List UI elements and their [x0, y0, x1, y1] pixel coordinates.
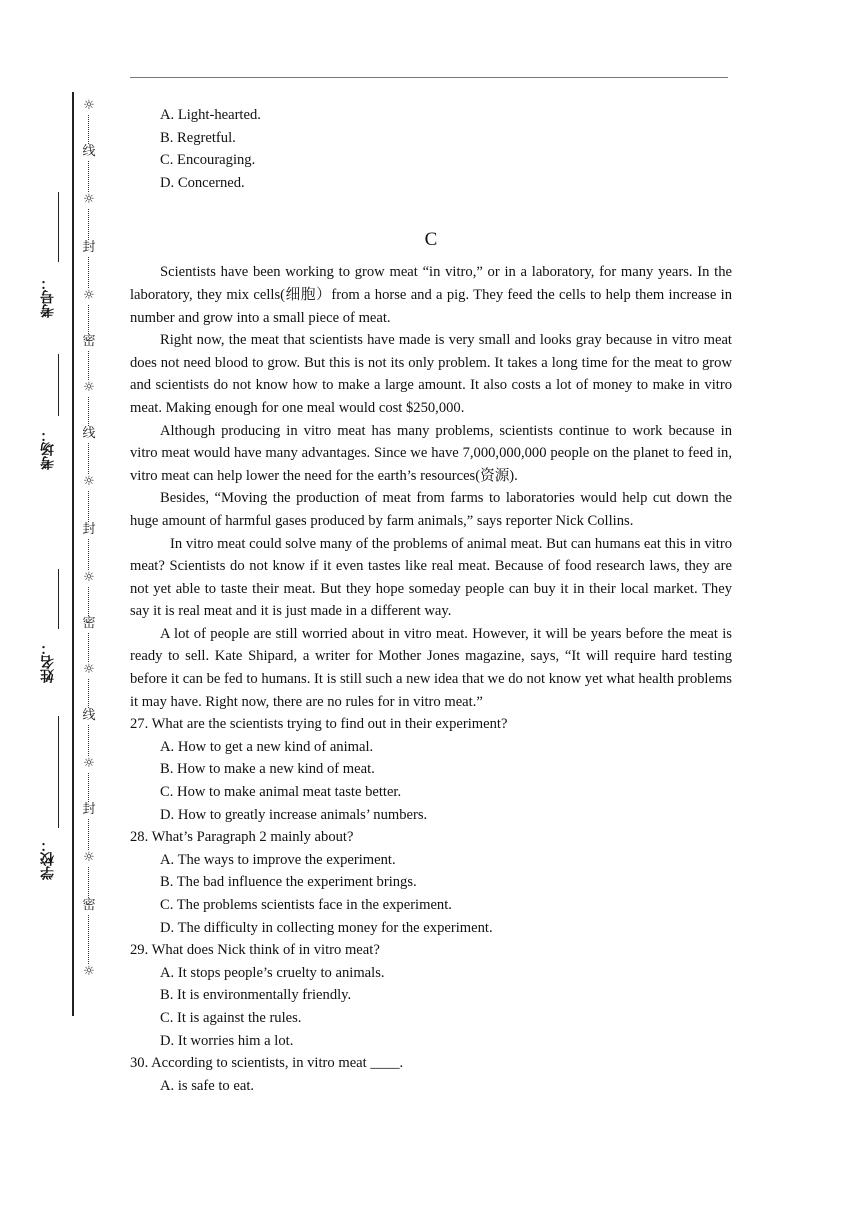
field-label: 姓名：	[40, 641, 56, 683]
option: B. Regretful.	[160, 129, 236, 146]
section-title: C	[424, 229, 438, 251]
question-stem: 28. What’s Paragraph 2 mainly about?	[130, 829, 354, 846]
field-label: 考号：	[40, 276, 56, 318]
fill-line[interactable]	[58, 716, 59, 828]
option: C. The problems scientists face in the experiment.	[160, 897, 452, 913]
passage-paragraph: In vitro meat could solve many of the problems of animal meat. But can humans eat this in vitro meat? Scientists do not know if it even tastes like real meat. Because of food research laws, they are not yet able to taste their meat. But they hope someday people can buy it in their local market. They say it is real meat and it is just made in a different way.	[130, 535, 732, 620]
binding-marks	[80, 96, 98, 996]
option: D. The difficulty in collecting money for the experiment.	[160, 919, 493, 936]
option: D. Concerned.	[160, 174, 245, 191]
sun-mark-icon: ☼	[80, 288, 98, 304]
passage-paragraph: Right now, the meat that scientists have made is very small and looks gray because in vitro meat does not need blood to grow. But this is not its only problem. It takes a long time for the meat to grow and scientists do not know how to make a large amount. It also costs a lot of money to make in vitro meat. Making enough for one meal would cost $250,000.	[130, 332, 732, 416]
option: C. How to make animal meat taste better.	[160, 784, 402, 801]
seal-mark: 线	[80, 426, 98, 442]
question-stem: 30. According to scientists, in vitro meat ____.	[130, 1055, 404, 1072]
name-field	[28, 565, 64, 705]
option: B. How to make a new kind of meat.	[160, 761, 375, 778]
option: A. is safe to eat.	[160, 1077, 255, 1094]
option: C. Encouraging.	[160, 152, 256, 169]
sun-mark-icon: ☼	[80, 474, 98, 490]
field-label: 考场：	[40, 428, 56, 470]
binding-line	[72, 92, 74, 1016]
sun-mark-icon: ☼	[80, 964, 98, 980]
seal-mark: 封	[80, 522, 98, 538]
passage-paragraph: Although producing in vitro meat has many problems, scientists continue to work because in vitro meat would have many advantages. Since we have 7,000,000,000 people on the planet to feed in, vitro meat can help lower the need for the earth’s resources(资源).	[130, 422, 732, 484]
question-stem: 27. What are the scientists trying to find out in their experiment?	[130, 716, 508, 733]
page-content	[130, 104, 732, 1097]
sun-mark-icon: ☼	[80, 192, 98, 208]
seal-mark: 密	[80, 616, 98, 632]
sun-mark-icon: ☼	[80, 756, 98, 772]
option: D. It worries him a lot.	[160, 1032, 294, 1049]
question-29	[130, 939, 732, 1052]
sun-mark-icon: ☼	[80, 570, 98, 586]
previous-question-options	[130, 104, 732, 194]
sun-mark-icon: ☼	[80, 98, 98, 114]
option: B. The bad influence the experiment brings.	[160, 874, 417, 891]
option: D. How to greatly increase animals’ numbers.	[160, 806, 428, 823]
header-rule	[130, 77, 728, 78]
passage-paragraph: Scientists have been working to grow meat “in vitro,” or in a laboratory, for many years. In the laboratory, they mix cells(细胞）from a horse and a pig. They feed the cells to help them increase in number and grow into a small piece of meat.	[130, 264, 732, 326]
fill-line[interactable]	[58, 192, 59, 262]
question-28	[130, 826, 732, 939]
seal-mark: 密	[80, 898, 98, 914]
sun-mark-icon: ☼	[80, 662, 98, 678]
sun-mark-icon: ☼	[80, 850, 98, 866]
seal-mark: 线	[80, 708, 98, 724]
exam-room-field	[28, 350, 64, 500]
passage-paragraph: A lot of people are still worried about in vitro meat. However, it will be years before the meat is ready to sell. Kate Shipard, a writer for Mother Jones magazine, says, “It will require hard testing before it can be fed to humans. It is still such a new idea that we do not know yet what health problems it may have. Right now, there are no rules for in vitro meat.”	[130, 625, 732, 710]
option: A. Light-hearted.	[160, 107, 261, 123]
option: A. The ways to improve the experiment.	[160, 851, 396, 868]
seal-mark: 封	[80, 240, 98, 256]
reading-passage	[130, 261, 732, 713]
seal-mark: 封	[80, 802, 98, 818]
question-30	[130, 1052, 732, 1097]
option: C. It is against the rules.	[160, 1009, 302, 1026]
option: A. It stops people’s cruelty to animals.	[160, 964, 385, 981]
field-label: 学校：	[40, 838, 56, 880]
sun-mark-icon: ☼	[80, 380, 98, 396]
question-27	[130, 713, 732, 826]
seal-mark: 线	[80, 144, 98, 160]
option: A. How to get a new kind of animal.	[160, 738, 374, 755]
fill-line[interactable]	[58, 354, 59, 416]
passage-paragraph: Besides, “Moving the production of meat from farms to laboratories would help cut down the huge amount of harmful gases produced by farm animals,” says reporter Nick Collins.	[130, 490, 732, 529]
exam-number-field	[28, 190, 64, 330]
seal-mark: 密	[80, 334, 98, 350]
fill-line[interactable]	[58, 569, 59, 629]
option: B. It is environmentally friendly.	[160, 987, 352, 1004]
question-stem: 29. What does Nick think of in vitro meat?	[130, 942, 380, 959]
school-field	[28, 710, 64, 890]
